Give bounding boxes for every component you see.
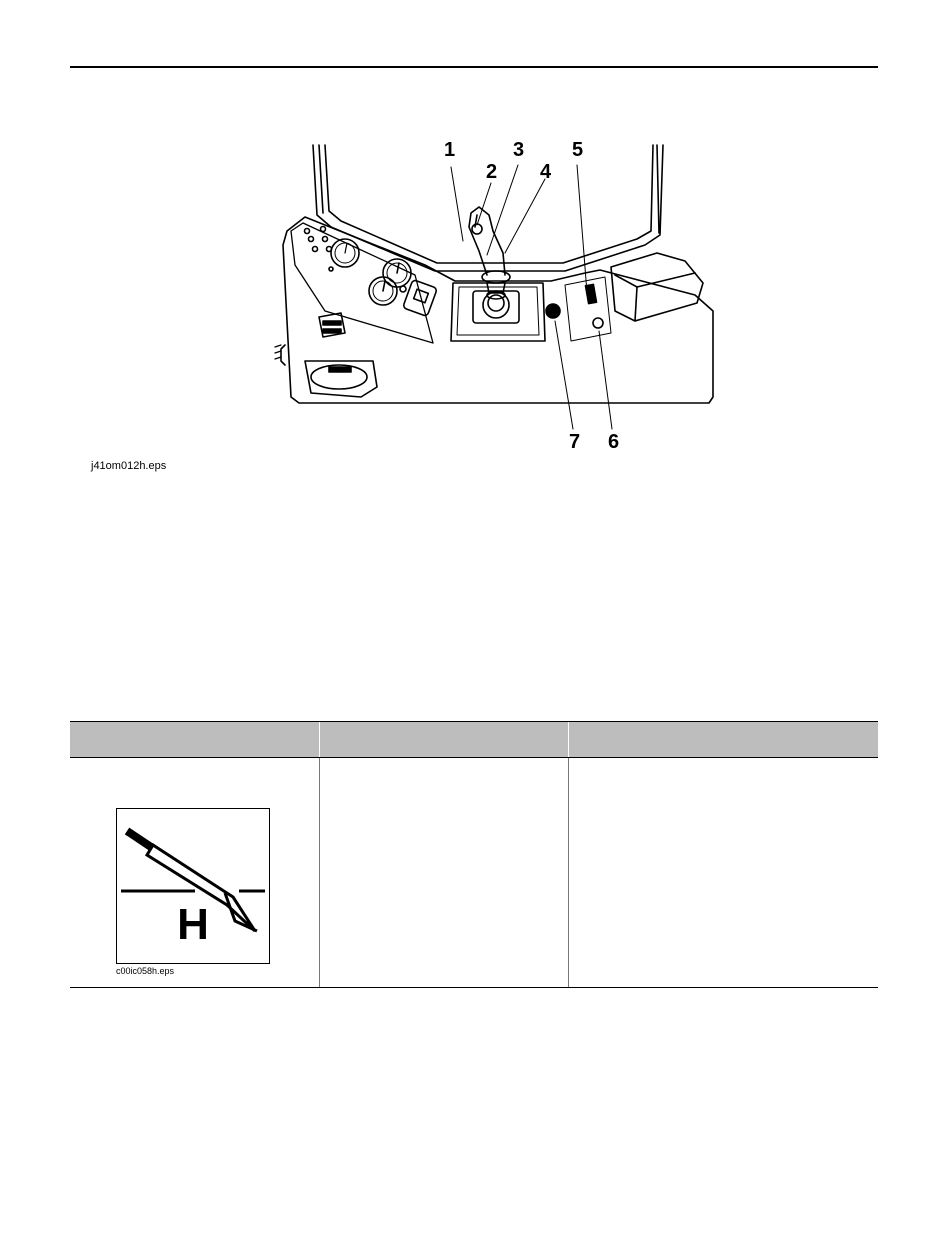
callout-3: 3 [513,139,525,161]
operator-console-illustration [265,135,725,455]
callout-5: 5 [572,139,584,161]
table-cell-description [319,758,568,987]
header-cell-description [319,722,568,757]
symbol-letter: H [177,900,209,949]
table-cell-function [568,758,878,987]
horn-symbol-icon [116,808,270,964]
figure-caption: j41om012h.eps [91,460,167,472]
header-cell-function [568,722,878,757]
header-cell-symbol [70,722,319,757]
table-header [70,721,878,758]
symbol-caption: c00ic058h.eps [116,966,175,976]
callout-7: 7 [569,431,581,453]
table-row [70,758,878,988]
table-cell-symbol [70,758,319,987]
callout-6: 6 [608,431,620,453]
top-rule [70,66,878,68]
callout-4: 4 [540,161,552,183]
callout-1: 1 [444,139,456,161]
callout-2: 2 [486,161,498,183]
symbol-table [70,721,878,988]
